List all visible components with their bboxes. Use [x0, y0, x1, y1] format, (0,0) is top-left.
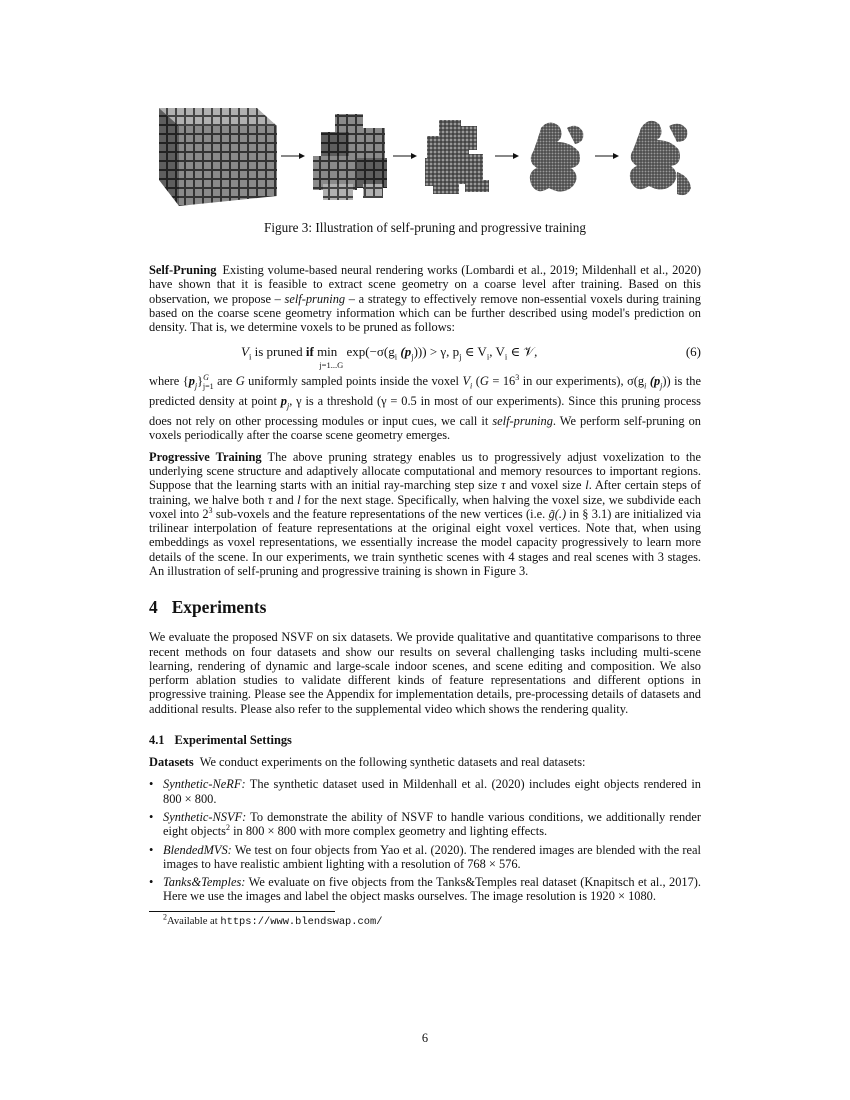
experiments-paragraph: We evaluate the proposed NSVF on six datasets. We provide qualitative and quantitative comparisons to three recent methods on four datasets and show our results on several challenging tasks including multi-scene learning, rendering of dynamic and large-scale indoor scenes, and scene editing and composition. We also perform ablation studies to validate different kinds of feature representations and different options in progressive training. Please see the Appendix for implementation details, pre-processing details of datasets and additional results. Please also refer to the supplemental video which shows the rendering quality.: [149, 630, 701, 716]
datasets-paragraph: Datasets We conduct experiments on the following synthetic datasets and real datasets:: [149, 755, 586, 770]
pruning-definition-paragraph: where $\{p_j\}^G_{j=1}$ are G uniformly sampled points inside the voxel $V_i$ ($G = 16^3$ in our experiments), $\sigma(g_i$ $(p_j)$) is the predicted density at point $p_j$, γ is a threshold (γ = 0.5 in most of our experiments). Since this pruning process does not rely on other processing modules or input cues, we call it self-pruning. We perform self-pruning on voxels periodically after the coarse scene geometry emerges.: [149, 373, 701, 443]
pruned-stage-2: [425, 120, 489, 194]
equation-6: [149, 338, 701, 372]
footnote-link[interactable]: https://www.blendswap.com/: [220, 915, 383, 928]
list-item: • Synthetic-NSVF: To demonstrate the ability of NSVF to handle various conditions, we additionally render eight objects$^2$ in 800 × 800 with more complex geometry and lighting effects.: [149, 810, 701, 839]
self-pruning-heading: Self-Pruning: [149, 263, 217, 277]
arrow-4: [595, 153, 619, 159]
progressive-training-heading: Progressive Training: [149, 449, 262, 464]
arrow-2: [393, 153, 417, 159]
self-pruning-paragraph: Self-Pruning Existing volume-based neural rendering works (Lombardi et al., 2019; Mildenhall et al., 2020) have shown that it is feasible to extract scene geometry on a coarse level after training. Based on this observation, we propose – self-pruning – a strategy to effectively remove non-essential voxels during training based on the coarse scene geometry information which can be further described using model's prediction on density. That is, we determine voxels to be pruned as follows:: [149, 263, 701, 335]
figure-caption: Figure 3: Illustration of self-pruning and progressive training: [264, 220, 586, 235]
progressive-training-paragraph: Progressive Training The above pruning strategy enables us to progressively adjust voxelization to the underlying scene structure and adaptively allocate computational and memory resources to important regions. Suppose that the learning starts with an initial ray-marching step size τ and voxel size l. After certain steps of training, we halve both τ and l for the next stage. Specifically, when halving the voxel size, we subdivide each voxel into $2^3$ sub-voxels and the feature representations of the new vertices (i.e. g̃(.) in § 3.1) are initialized via trilinear interpolation of feature representations at the original eight voxel vertices. Note that, when using embeddings as voxel representations, we essentially increase the model capacity progressively to learn more details of the scene. In our experiments, we train synthetic scenes with 4 stages and real scenes with 3 stages. An illustration of self-pruning and progressive training is shown in Figure 3.: [149, 449, 702, 578]
section-heading-experiments: 4 Experiments: [149, 597, 267, 618]
dataset-list: [149, 777, 701, 903]
equation-number: (6): [685, 344, 701, 360]
pruned-stage-3: [530, 122, 583, 191]
subsection-heading-settings: 4.1 Experimental Settings: [149, 733, 292, 748]
pruned-stage-4: [630, 121, 691, 195]
figure-3: [149, 98, 701, 216]
arrow-1: [281, 153, 305, 159]
page-number: 6: [421, 1031, 429, 1045]
list-item: • BlendedMVS: We test on four objects from Yao et al. (2020). The rendered images are blended with the real images to have realistic ambient lighting with a resolution of 768 × 576.: [149, 843, 701, 872]
figure-3-graphic: [149, 98, 701, 216]
full-voxel-grid: [159, 108, 277, 206]
list-item: • Tanks&Temples: We evaluate on five objects from the Tanks&Temples real dataset (Knapitsch et al., 2017). Here we use the images and label the object masks ourselves. The image resolution is 1920 × 1080.: [149, 875, 701, 904]
pruned-stage-1: [313, 114, 387, 200]
list-item: • Synthetic-NeRF: The synthetic dataset used in Mildenhall et al. (2020) includes eight objects rendered in 800 × 800.: [149, 777, 701, 806]
equation-body: $V_i$ is pruned if $\min_{j=1...G} \exp(-\sigma(g_i$ $(p_j))) > \gamma$, $p_j$ ∈ $V_i$, $V_i$ ∈ 𝒱,: [241, 344, 538, 371]
paper-page: [149, 90, 701, 928]
datasets-heading: Datasets: [149, 755, 194, 770]
footnote-rule: [149, 911, 335, 912]
footnote: $^2$Available at https://www.blendswap.com/: [163, 912, 383, 928]
arrow-3: [495, 153, 519, 159]
